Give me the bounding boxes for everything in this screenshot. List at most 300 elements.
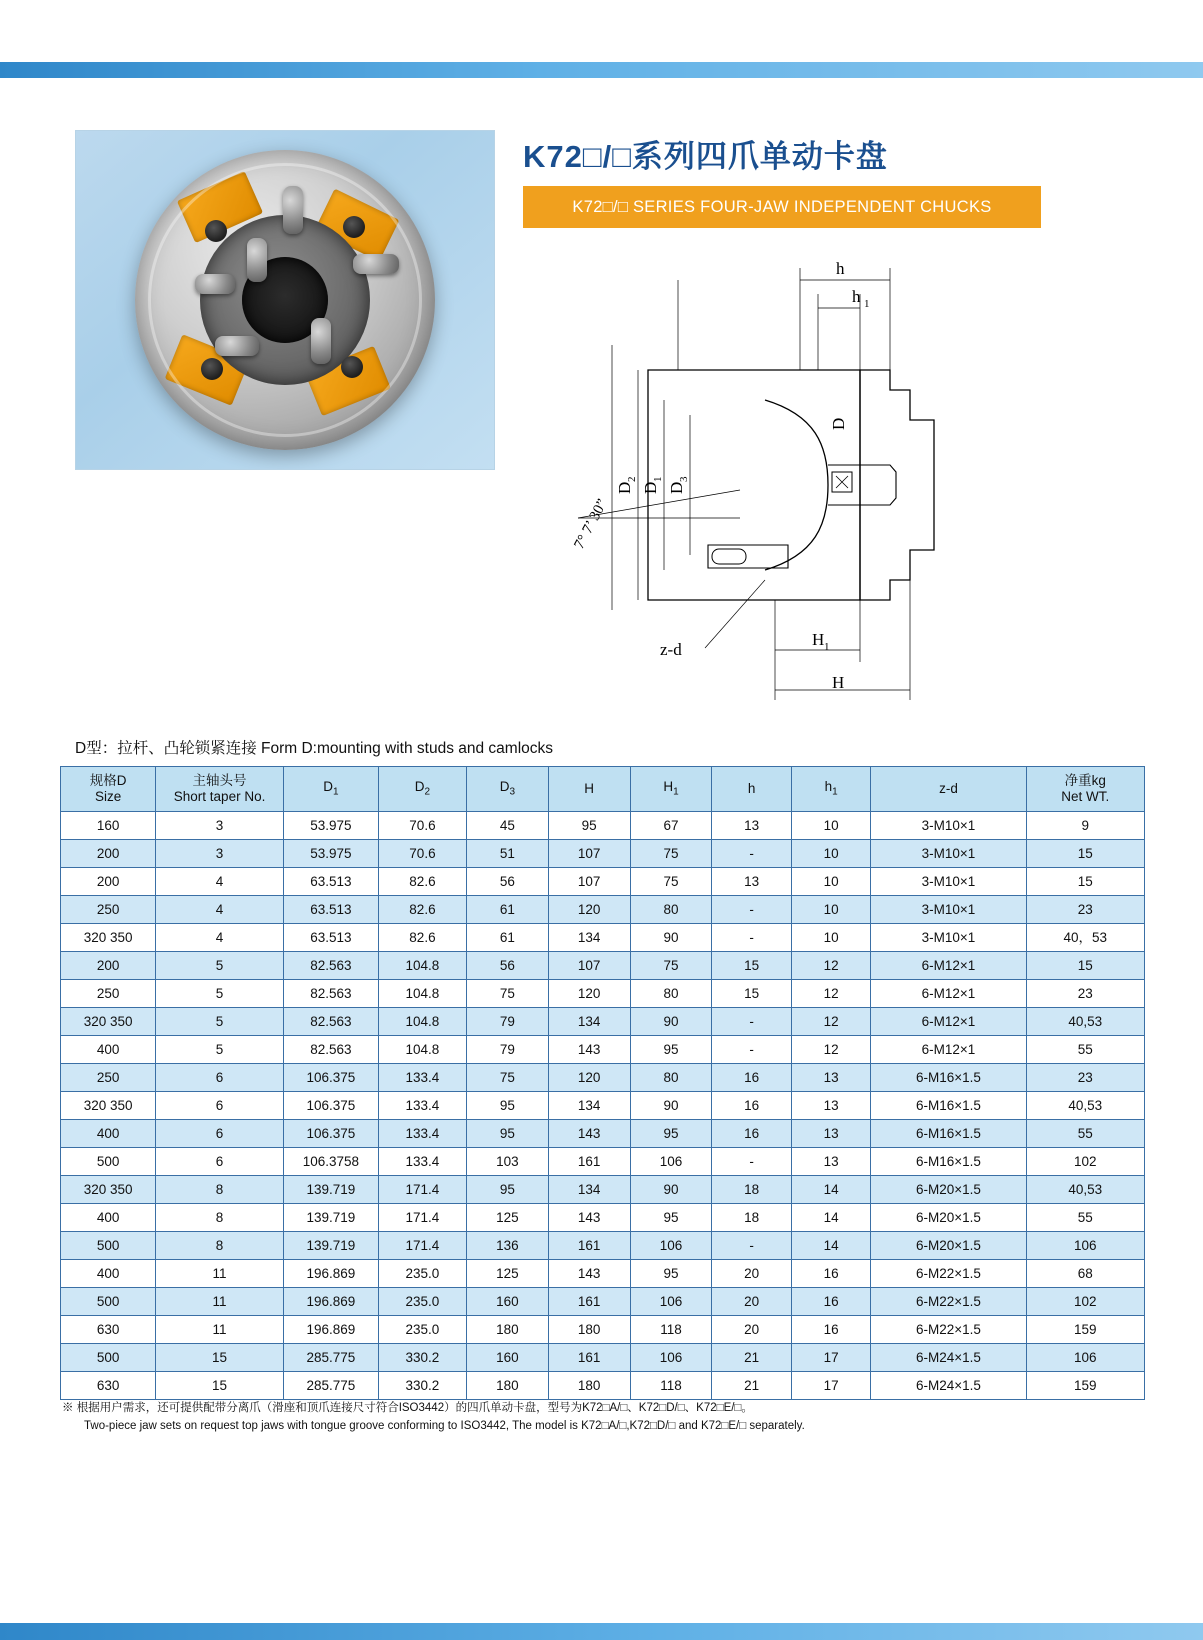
table-cell: 3-M10×1 — [871, 868, 1026, 896]
table-cell: 171.4 — [378, 1204, 466, 1232]
table-cell: 134 — [548, 1176, 630, 1204]
col-h1-cap: $H_1$ — [630, 767, 712, 812]
table-cell: 6-M16×1.5 — [871, 1064, 1026, 1092]
technical-drawing — [560, 250, 1180, 730]
chuck-pin — [353, 254, 399, 274]
table-cell: 6-M24×1.5 — [871, 1372, 1026, 1400]
table-cell: 23 — [1026, 980, 1144, 1008]
table-cell: 90 — [630, 1176, 712, 1204]
table-cell: 104.8 — [378, 952, 466, 980]
table-cell: 95 — [630, 1204, 712, 1232]
table-cell: 75 — [630, 840, 712, 868]
table-cell: 90 — [630, 924, 712, 952]
svg-text:3: 3 — [678, 476, 690, 482]
table-cell: 107 — [548, 868, 630, 896]
col-size: 规格D Size — [61, 767, 156, 812]
table-cell: 106.3758 — [283, 1148, 378, 1176]
table-cell: 161 — [548, 1232, 630, 1260]
table-row — [61, 1232, 1145, 1260]
table-cell: 8 — [156, 1176, 284, 1204]
table-cell: 5 — [156, 980, 284, 1008]
table-cell: 82.563 — [283, 952, 378, 980]
table-cell: 15 — [712, 980, 791, 1008]
svg-text:1: 1 — [824, 641, 830, 653]
table-cell: 6-M24×1.5 — [871, 1344, 1026, 1372]
table-cell: 53.975 — [283, 840, 378, 868]
chuck-pin — [215, 336, 259, 356]
table-cell: 40，53 — [1026, 924, 1144, 952]
col-d1: $D_1$ — [283, 767, 378, 812]
table-cell: 133.4 — [378, 1148, 466, 1176]
table-cell: - — [712, 896, 791, 924]
svg-text:h: h — [852, 287, 861, 306]
table-cell: 107 — [548, 840, 630, 868]
table-cell: 3-M10×1 — [871, 896, 1026, 924]
table-cell: 180 — [466, 1372, 548, 1400]
table-cell: 630 — [61, 1316, 156, 1344]
table-cell: 106 — [630, 1344, 712, 1372]
table-cell: 285.775 — [283, 1344, 378, 1372]
chuck-bolt — [343, 216, 365, 238]
table-cell: 21 — [712, 1344, 791, 1372]
table-cell: 320 350 — [61, 1092, 156, 1120]
table-cell: 12 — [791, 1036, 870, 1064]
table-cell: 82.6 — [378, 924, 466, 952]
table-cell: 12 — [791, 952, 870, 980]
table-cell: 80 — [630, 980, 712, 1008]
table-cell: 106 — [1026, 1232, 1144, 1260]
footnote — [62, 1400, 1152, 1436]
table-cell: 104.8 — [378, 980, 466, 1008]
table-cell: 6-M12×1 — [871, 1008, 1026, 1036]
bottom-decorative-bar — [0, 1623, 1203, 1640]
table-cell: 13 — [791, 1064, 870, 1092]
table-cell: 11 — [156, 1316, 284, 1344]
table-cell: 235.0 — [378, 1288, 466, 1316]
table-cell: 16 — [791, 1316, 870, 1344]
table-cell: 134 — [548, 924, 630, 952]
table-row — [61, 1204, 1145, 1232]
table-cell: 82.563 — [283, 980, 378, 1008]
table-cell: 75 — [630, 952, 712, 980]
table-cell: 104.8 — [378, 1008, 466, 1036]
table-row — [61, 980, 1145, 1008]
table-cell: 6 — [156, 1064, 284, 1092]
table-cell: 17 — [791, 1372, 870, 1400]
table-cell: 45 — [466, 812, 548, 840]
footnote-line-en: Two-piece jaw sets on request top jaws with tongue groove conforming to ISO3442, The model is K72□A/□,K72□D/□ and K72□E/□ separately. — [84, 1419, 805, 1432]
table-cell: 285.775 — [283, 1372, 378, 1400]
table-cell: 13 — [791, 1120, 870, 1148]
table-cell: 8 — [156, 1204, 284, 1232]
table-cell: 16 — [791, 1260, 870, 1288]
svg-text:h: h — [836, 259, 845, 278]
table-cell: 125 — [466, 1204, 548, 1232]
table-cell: 75 — [466, 980, 548, 1008]
table-cell: 6-M12×1 — [871, 1036, 1026, 1064]
table-cell: 143 — [548, 1036, 630, 1064]
table-cell: 63.513 — [283, 924, 378, 952]
table-cell: 4 — [156, 896, 284, 924]
table-cell: 159 — [1026, 1316, 1144, 1344]
table-cell: 16 — [712, 1120, 791, 1148]
table-cell: 3 — [156, 812, 284, 840]
table-cell: 180 — [466, 1316, 548, 1344]
table-cell: 10 — [791, 812, 870, 840]
table-cell: 107 — [548, 952, 630, 980]
table-cell: 6-M16×1.5 — [871, 1148, 1026, 1176]
table-cell: 136 — [466, 1232, 548, 1260]
table-cell: 106 — [630, 1148, 712, 1176]
table-cell: 320 350 — [61, 924, 156, 952]
table-cell: - — [712, 1008, 791, 1036]
table-cell: 400 — [61, 1036, 156, 1064]
table-cell: 95 — [466, 1120, 548, 1148]
table-cell: 6 — [156, 1092, 284, 1120]
table-cell: 330.2 — [378, 1372, 466, 1400]
chuck-inner-ring — [200, 215, 370, 385]
table-cell: 120 — [548, 980, 630, 1008]
table-cell: 13 — [791, 1148, 870, 1176]
table-row — [61, 868, 1145, 896]
table-row — [61, 1092, 1145, 1120]
table-cell: 20 — [712, 1260, 791, 1288]
table-cell: 235.0 — [378, 1316, 466, 1344]
chuck-pin — [311, 318, 331, 364]
table-cell: 80 — [630, 896, 712, 924]
table-cell: 3-M10×1 — [871, 840, 1026, 868]
table-cell: 82.6 — [378, 868, 466, 896]
table-cell: 4 — [156, 924, 284, 952]
table-cell: 20 — [712, 1316, 791, 1344]
chuck-bolt — [201, 358, 223, 380]
product-photo — [75, 130, 495, 470]
table-cell: 68 — [1026, 1260, 1144, 1288]
table-cell: 320 350 — [61, 1176, 156, 1204]
table-cell: 161 — [548, 1148, 630, 1176]
svg-text:1: 1 — [652, 476, 664, 482]
table-cell: 14 — [791, 1232, 870, 1260]
table-cell: 23 — [1026, 1064, 1144, 1092]
col-net-weight: 净重kg Net WT. — [1026, 767, 1144, 812]
table-cell: 82.563 — [283, 1008, 378, 1036]
table-row — [61, 1344, 1145, 1372]
table-cell: 20 — [712, 1288, 791, 1316]
chuck-bolt — [205, 220, 227, 242]
chuck-pin — [283, 186, 303, 234]
table-cell: 180 — [548, 1372, 630, 1400]
table-cell: 6 — [156, 1148, 284, 1176]
table-cell: 106 — [1026, 1344, 1144, 1372]
table-cell: 10 — [791, 896, 870, 924]
footnote-line-cn: ※ 根据用户需求，还可提供配带分离爪（滑座和顶爪连接尺寸符合ISO3442）的四爪单动卡盘，型号为K72□A/□、K72□D/□、K72□E/□。 — [62, 1402, 753, 1414]
table-header-row — [61, 767, 1145, 812]
table-cell: 133.4 — [378, 1064, 466, 1092]
table-cell: 95 — [630, 1036, 712, 1064]
table-row — [61, 1288, 1145, 1316]
table-cell: 15 — [1026, 868, 1144, 896]
table-cell: - — [712, 1148, 791, 1176]
table-cell: 139.719 — [283, 1176, 378, 1204]
table-cell: 120 — [548, 896, 630, 924]
table-cell: 3-M10×1 — [871, 924, 1026, 952]
table-cell: 8 — [156, 1232, 284, 1260]
table-cell: 15 — [156, 1344, 284, 1372]
table-cell: 16 — [712, 1092, 791, 1120]
table-cell: 6-M16×1.5 — [871, 1092, 1026, 1120]
table-row — [61, 1148, 1145, 1176]
table-cell: 102 — [1026, 1288, 1144, 1316]
form-type-label: D型：拉杆、凸轮锁紧连接 Form D:mounting with studs and camlocks — [75, 740, 554, 757]
table-cell: 15 — [1026, 952, 1144, 980]
table-cell: 330.2 — [378, 1344, 466, 1372]
col-h1-low: $h_1$ — [791, 767, 870, 812]
svg-text:D: D — [829, 417, 848, 430]
svg-text:D: D — [615, 481, 634, 494]
col-h-cap: H — [548, 767, 630, 812]
table-cell: 12 — [791, 980, 870, 1008]
table-cell: 500 — [61, 1344, 156, 1372]
table-row — [61, 952, 1145, 980]
table-cell: 6-M16×1.5 — [871, 1120, 1026, 1148]
table-cell: 500 — [61, 1288, 156, 1316]
table-cell: 67 — [630, 812, 712, 840]
table-cell: 400 — [61, 1204, 156, 1232]
table-cell: 10 — [791, 868, 870, 896]
table-cell: 70.6 — [378, 840, 466, 868]
table-cell: 56 — [466, 952, 548, 980]
table-cell: 125 — [466, 1260, 548, 1288]
table-cell: 6-M12×1 — [871, 952, 1026, 980]
table-cell: 90 — [630, 1092, 712, 1120]
table-cell: 160 — [61, 812, 156, 840]
table-cell: 80 — [630, 1064, 712, 1092]
table-cell: 15 — [156, 1372, 284, 1400]
svg-text:2: 2 — [626, 476, 638, 482]
table-cell: 161 — [548, 1344, 630, 1372]
table-cell: 4 — [156, 868, 284, 896]
table-cell: 104.8 — [378, 1036, 466, 1064]
table-cell: 13 — [712, 812, 791, 840]
table-cell: 95 — [630, 1260, 712, 1288]
table-cell: 14 — [791, 1204, 870, 1232]
specification-table — [60, 766, 1145, 1400]
table-cell: 17 — [791, 1344, 870, 1372]
table-cell: 103 — [466, 1148, 548, 1176]
table-cell: 120 — [548, 1064, 630, 1092]
table-cell: 200 — [61, 840, 156, 868]
table-cell: 56 — [466, 868, 548, 896]
table-cell: 13 — [712, 868, 791, 896]
table-row — [61, 1176, 1145, 1204]
table-cell: 139.719 — [283, 1204, 378, 1232]
table-cell: 159 — [1026, 1372, 1144, 1400]
table-cell: 250 — [61, 896, 156, 924]
table-cell: 6-M22×1.5 — [871, 1260, 1026, 1288]
table-cell: 143 — [548, 1120, 630, 1148]
table-body — [61, 812, 1145, 1400]
table-cell: 10 — [791, 924, 870, 952]
table-row — [61, 1120, 1145, 1148]
table-cell: 400 — [61, 1120, 156, 1148]
table-row — [61, 840, 1145, 868]
table-cell: 133.4 — [378, 1120, 466, 1148]
table-cell: - — [712, 924, 791, 952]
table-cell: 160 — [466, 1288, 548, 1316]
table-cell: 18 — [712, 1204, 791, 1232]
page-title-band — [523, 186, 1041, 228]
page-title-cn: K72□/□系列四爪单动卡盘 — [523, 139, 888, 174]
table-cell: 143 — [548, 1260, 630, 1288]
table-cell: 106.375 — [283, 1092, 378, 1120]
table-cell: 63.513 — [283, 868, 378, 896]
table-cell: 10 — [791, 840, 870, 868]
table-cell: 134 — [548, 1008, 630, 1036]
table-cell: 16 — [712, 1064, 791, 1092]
table-cell: 250 — [61, 1064, 156, 1092]
table-row — [61, 1064, 1145, 1092]
table-cell: 55 — [1026, 1204, 1144, 1232]
table-cell: 61 — [466, 896, 548, 924]
table-cell: 6-M22×1.5 — [871, 1288, 1026, 1316]
table-cell: 143 — [548, 1204, 630, 1232]
table-cell: 75 — [466, 1064, 548, 1092]
svg-text:z-d: z-d — [660, 640, 682, 659]
table-cell: 250 — [61, 980, 156, 1008]
table-cell: 61 — [466, 924, 548, 952]
table-cell: 40,53 — [1026, 1092, 1144, 1120]
table-cell: 171.4 — [378, 1176, 466, 1204]
table-cell: 3-M10×1 — [871, 812, 1026, 840]
table-cell: 200 — [61, 868, 156, 896]
table-cell: 82.563 — [283, 1036, 378, 1064]
table-cell: 63.513 — [283, 896, 378, 924]
chuck-pin — [195, 274, 235, 294]
table-cell: 51 — [466, 840, 548, 868]
table-cell: 79 — [466, 1008, 548, 1036]
table-cell: 320 350 — [61, 1008, 156, 1036]
table-cell: 16 — [791, 1288, 870, 1316]
table-cell: 11 — [156, 1288, 284, 1316]
table-cell: 235.0 — [378, 1260, 466, 1288]
table-cell: 95 — [466, 1176, 548, 1204]
svg-text:H: H — [812, 630, 825, 649]
table-cell: 196.869 — [283, 1288, 378, 1316]
table-cell: 40,53 — [1026, 1008, 1144, 1036]
chuck-jaw — [165, 334, 250, 405]
page-title-en: K72□/□ SERIES FOUR-JAW INDEPENDENT CHUCKS — [572, 197, 992, 216]
table-cell: 21 — [712, 1372, 791, 1400]
table-cell: 13 — [791, 1092, 870, 1120]
table-cell: 23 — [1026, 896, 1144, 924]
table-cell: 139.719 — [283, 1232, 378, 1260]
chuck-jaw — [305, 346, 391, 416]
table-cell: 15 — [1026, 840, 1144, 868]
table-cell: 400 — [61, 1260, 156, 1288]
table-cell: 106 — [630, 1288, 712, 1316]
table-cell: 11 — [156, 1260, 284, 1288]
table-cell: - — [712, 840, 791, 868]
table-cell: 14 — [791, 1176, 870, 1204]
table-row — [61, 1008, 1145, 1036]
svg-text:D: D — [641, 481, 660, 494]
table-cell: 106.375 — [283, 1064, 378, 1092]
col-d3: $D_3$ — [466, 767, 548, 812]
table-cell: 75 — [630, 868, 712, 896]
table-cell: 95 — [466, 1092, 548, 1120]
table-cell: - — [712, 1036, 791, 1064]
table-cell: 95 — [548, 812, 630, 840]
table-cell: 5 — [156, 952, 284, 980]
chuck-body — [135, 150, 435, 450]
table-cell: 196.869 — [283, 1316, 378, 1344]
table-cell: 133.4 — [378, 1092, 466, 1120]
table-cell: 9 — [1026, 812, 1144, 840]
table-cell: 40,53 — [1026, 1176, 1144, 1204]
table-cell: 134 — [548, 1092, 630, 1120]
table-cell: 3 — [156, 840, 284, 868]
table-row — [61, 896, 1145, 924]
top-decorative-bar — [0, 62, 1203, 78]
table-cell: 6-M22×1.5 — [871, 1316, 1026, 1344]
col-short-taper-no: 主轴头号 Short taper No. — [156, 767, 284, 812]
table-cell: 6-M20×1.5 — [871, 1176, 1026, 1204]
table-cell: 12 — [791, 1008, 870, 1036]
table-row — [61, 1036, 1145, 1064]
table-cell: 180 — [548, 1316, 630, 1344]
chuck-jaw — [177, 171, 263, 243]
table-cell: 200 — [61, 952, 156, 980]
col-d2: $D_2$ — [378, 767, 466, 812]
table-cell: 5 — [156, 1036, 284, 1064]
chuck-jaw — [315, 189, 400, 262]
table-cell: 82.6 — [378, 896, 466, 924]
table-cell: 15 — [712, 952, 791, 980]
table-cell: 106 — [630, 1232, 712, 1260]
table-row — [61, 812, 1145, 840]
table-cell: 630 — [61, 1372, 156, 1400]
col-h-low: h — [712, 767, 791, 812]
table-row — [61, 1260, 1145, 1288]
table-cell: 6-M20×1.5 — [871, 1204, 1026, 1232]
table-cell: 500 — [61, 1148, 156, 1176]
table-cell: 53.975 — [283, 812, 378, 840]
chuck-bore — [242, 257, 328, 343]
col-z-d: z-d — [871, 767, 1026, 812]
table-row — [61, 1316, 1145, 1344]
table-cell: 500 — [61, 1232, 156, 1260]
table-cell: 95 — [630, 1120, 712, 1148]
table-cell: 90 — [630, 1008, 712, 1036]
table-cell: 160 — [466, 1344, 548, 1372]
svg-text:D: D — [667, 481, 686, 494]
table-cell: 118 — [630, 1372, 712, 1400]
chuck-pin — [247, 238, 267, 282]
svg-text:1: 1 — [864, 298, 870, 310]
table-cell: 102 — [1026, 1148, 1144, 1176]
table-cell: 55 — [1026, 1120, 1144, 1148]
table-cell: 171.4 — [378, 1232, 466, 1260]
table-cell: 6-M20×1.5 — [871, 1232, 1026, 1260]
table-cell: 70.6 — [378, 812, 466, 840]
table-cell: 79 — [466, 1036, 548, 1064]
svg-text:7° 7’ 30”: 7° 7’ 30” — [571, 496, 611, 552]
table-cell: 118 — [630, 1316, 712, 1344]
table-cell: 6-M12×1 — [871, 980, 1026, 1008]
table-cell: 6 — [156, 1120, 284, 1148]
table-row — [61, 1372, 1145, 1400]
table-cell: 55 — [1026, 1036, 1144, 1064]
